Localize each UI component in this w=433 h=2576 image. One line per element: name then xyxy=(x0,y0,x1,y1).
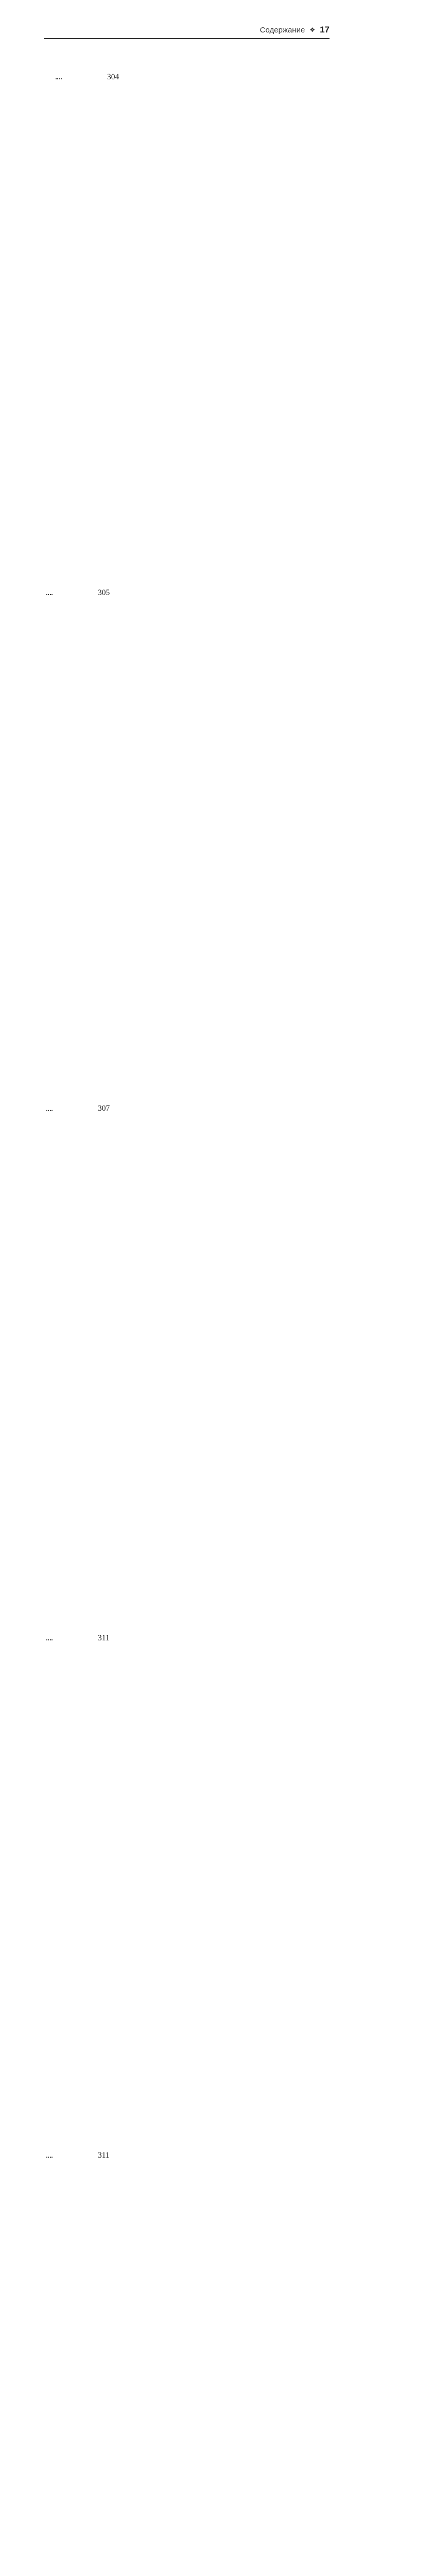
toc-entry xyxy=(44,47,330,563)
toc-entry-page: 304 xyxy=(107,73,119,81)
dot-leader xyxy=(56,78,62,79)
toc-list xyxy=(44,47,330,2576)
dot-leader xyxy=(46,1639,53,1640)
dot-leader xyxy=(46,1110,53,1111)
running-head xyxy=(44,25,330,39)
dot-leader xyxy=(46,2157,53,2158)
toc-entry-page: 311 xyxy=(98,2151,110,2160)
toc-chapter-heading xyxy=(44,1607,330,2123)
diamond-ornament-icon: ❖ xyxy=(309,26,316,33)
toc-entry xyxy=(44,563,330,1079)
toc-entry xyxy=(44,1079,330,1595)
toc-entry xyxy=(44,2126,330,2576)
page-number: 17 xyxy=(320,25,330,35)
toc-entry-page: 305 xyxy=(98,588,110,597)
running-head-section-label: Содержание xyxy=(259,26,305,35)
toc-entry-page: 311 xyxy=(98,1634,110,1642)
dot-leader xyxy=(46,594,53,595)
toc-entry-page: 307 xyxy=(98,1104,110,1113)
